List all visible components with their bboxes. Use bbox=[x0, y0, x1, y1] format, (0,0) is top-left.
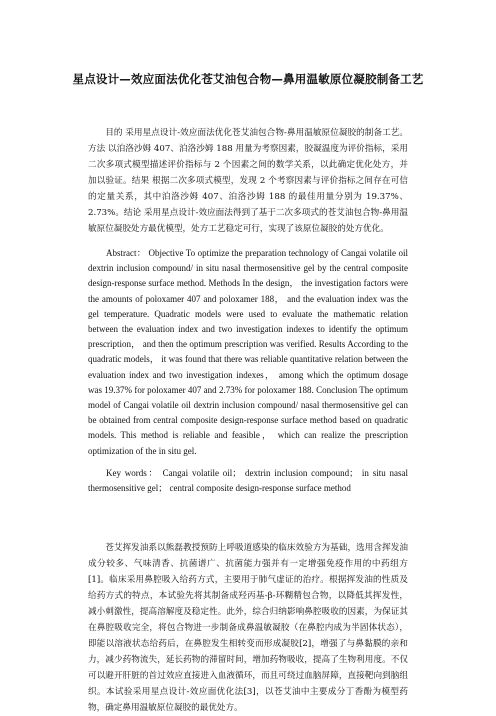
body-paragraph: 苍艾挥发油系以熊磊教授预防上呼吸道感染的临床效验方为基础，选用含挥发油成分较多、气味清香、抗菌谱广、抗菌能力强并有一定增强免疫作用的中药组方[1]。临床采用鼻腔吸入给药方式，主要用于肺气虚证的治疗。根据挥发油的性质及给药方式的特点，本试验先将其制备成羟丙基-β-环糊精包合物，以降低其挥发性，减小刺激性，提高溶解度及稳定性。此外，综合归纳影响鼻腔吸收的因素，为保证其在鼻腔吸收完全，将包合物进一步制备成鼻温敏凝胶（在鼻腔内成为半固体状态），即能以溶液状态给药后，在鼻腔发生相转变而形成凝胶[2]，增强了与鼻黏膜的亲和力，减少药物流失，延长药物的滞留时间，增加药物吸收，提高了生物利用度。不仅可以避开肝脏的首过效应直接进入血液循环，而且可绕过血脑屏障，直接靶向到脑组织。本试验采用星点设计-效应面优化法[3]，以苍艾油中主要成分丁香酚为模型药物，确定鼻用温敏原位凝胶的最优处方。 bbox=[88, 543, 408, 713]
chinese-abstract: 目的 采用星点设计-效应面法优化苍艾油包合物-鼻用温敏原位凝胶的制备工艺。方法 以泊洛沙姆 407、泊洛沙姆 188 用量为考察因素，胶凝温度为评价指标，采用二次多项式模型描述评价指标与 2 个因素之间的数学关系，以此确定优化处方，并加以验证。结果 根据二次多项式模型，发现 2 个考察因素与评价指标之间存在可信的定量关系，其中泊洛沙姆 407、泊洛沙姆 188 的最佳用量分别为 19.37%、2.73%。结论 采用星点设计-效应面法得到了基于二次多项式的苍艾油包合物-鼻用温敏原位凝胶处方最优模型，处方工艺稳定可行，实现了该原位凝胶的处方优化。 bbox=[88, 128, 408, 234]
english-abstract: Abstract： Objective To optimize the preparation technology of Cangai volatile oil dextrin inclusion compound/ in situ nasal thermosensitive gel by the central composite design-response surface method. Methods In the design， the investigation factors were the amounts of poloxamer 407 and poloxamer 188， and the evaluation index was the gel temperature. Quadratic models were used to evaluate the mathematic relation between the evaluation index and two investigation indexes to identify the optimum prescription， and then the optimum prescription was verified. Results According to the quadratic models， it was found that there was reliable quantitative relation between the evaluation index and two investigation indexes， among which the optimum dosage was 19.37% for poloxamer 407 and 2.73% for poloxamer 188. Conclusion The optimum model of Cangai volatile oil dextrin inclusion compound/ nasal thermosensitive gel can be obtained from central composite design-response surface method based on quadratic models. This method is reliable and feasible， which can realize the prescription optimization of the in situ gel. bbox=[88, 248, 408, 456]
paper-title: 星点设计—效应面法优化苍艾油包合物—鼻用温敏原位凝胶制备工艺 bbox=[72, 72, 424, 86]
keywords: Key words： Cangai volatile oil； dextrin inclusion compound； in situ nasal thermosensitive gel； central composite design-response surface method bbox=[88, 468, 408, 494]
